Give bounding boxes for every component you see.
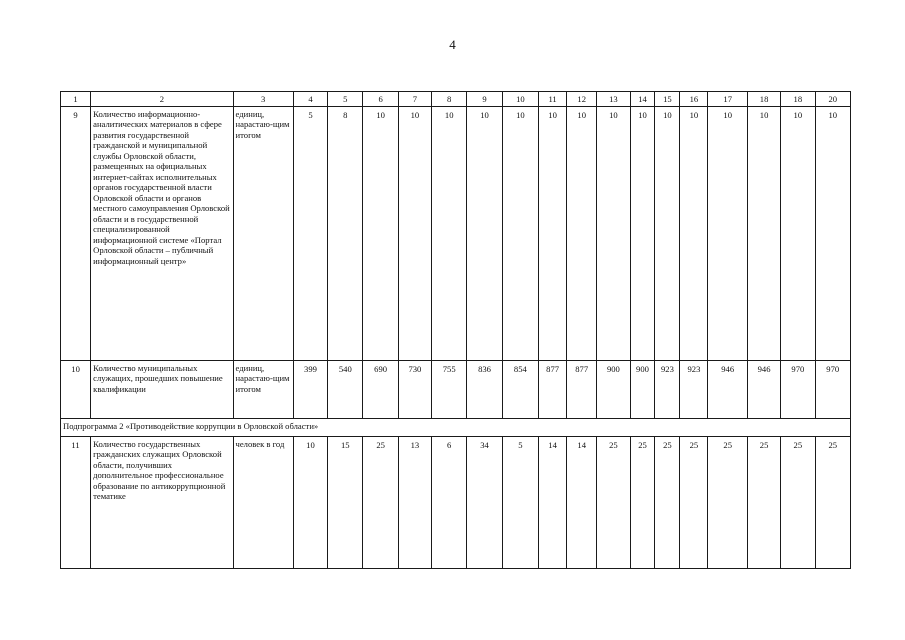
value-cell: 755 <box>432 361 467 419</box>
header-cell: 7 <box>398 92 431 107</box>
value-cell: 10 <box>567 107 597 361</box>
value-cell: 10 <box>432 107 467 361</box>
indicator-name: Количество государственных гражданских служащих Орловской области, получивших дополнительное профессиональное образование по антикоррупционной тематике <box>91 437 233 569</box>
value-cell: 540 <box>328 361 363 419</box>
subprogram-title: Подпрограмма 2 «Противодействие коррупции в Орловской области» <box>61 419 851 437</box>
header-cell: 20 <box>815 92 851 107</box>
subprogram-row <box>61 419 851 437</box>
page-number: 4 <box>449 37 456 52</box>
value-cell: 10 <box>815 107 851 361</box>
value-cell: 970 <box>781 361 815 419</box>
value-cell: 10 <box>597 107 630 361</box>
value-cell: 10 <box>502 107 538 361</box>
value-cell: 25 <box>680 437 708 569</box>
value-cell: 34 <box>467 437 502 569</box>
header-cell: 14 <box>630 92 655 107</box>
header-cell: 5 <box>328 92 363 107</box>
value-cell: 14 <box>539 437 567 569</box>
value-cell: 877 <box>539 361 567 419</box>
table-row <box>61 361 851 419</box>
value-cell: 10 <box>781 107 815 361</box>
header-cell: 3 <box>233 92 293 107</box>
value-cell: 877 <box>567 361 597 419</box>
value-cell: 25 <box>815 437 851 569</box>
unit-cell: человек в год <box>233 437 293 569</box>
value-cell: 15 <box>328 437 363 569</box>
header-row <box>61 92 851 107</box>
value-cell: 923 <box>680 361 708 419</box>
value-cell: 14 <box>567 437 597 569</box>
value-cell: 25 <box>630 437 655 569</box>
row-number: 10 <box>61 361 91 419</box>
row-number: 11 <box>61 437 91 569</box>
value-cell: 690 <box>363 361 398 419</box>
value-cell: 6 <box>432 437 467 569</box>
header-cell: 4 <box>293 92 327 107</box>
value-cell: 25 <box>781 437 815 569</box>
table-row <box>61 107 851 361</box>
value-cell: 836 <box>467 361 502 419</box>
row-number: 9 <box>61 107 91 361</box>
value-cell: 900 <box>630 361 655 419</box>
header-cell: 18 <box>747 92 780 107</box>
value-cell: 8 <box>328 107 363 361</box>
value-cell: 5 <box>293 107 327 361</box>
header-cell: 9 <box>467 92 502 107</box>
value-cell: 10 <box>680 107 708 361</box>
value-cell: 10 <box>747 107 780 361</box>
header-cell: 2 <box>91 92 233 107</box>
value-cell: 25 <box>708 437 748 569</box>
unit-cell: единиц, нарастаю-щим итогом <box>233 361 293 419</box>
value-cell: 946 <box>747 361 780 419</box>
header-cell: 11 <box>539 92 567 107</box>
value-cell: 10 <box>467 107 502 361</box>
value-cell: 900 <box>597 361 630 419</box>
value-cell: 923 <box>655 361 680 419</box>
value-cell: 10 <box>363 107 398 361</box>
value-cell: 399 <box>293 361 327 419</box>
value-cell: 25 <box>747 437 780 569</box>
header-cell: 15 <box>655 92 680 107</box>
header-cell: 18 <box>781 92 815 107</box>
header-cell: 12 <box>567 92 597 107</box>
indicators-table <box>60 91 851 569</box>
value-cell: 730 <box>398 361 431 419</box>
value-cell: 10 <box>655 107 680 361</box>
value-cell: 970 <box>815 361 851 419</box>
value-cell: 10 <box>293 437 327 569</box>
value-cell: 13 <box>398 437 431 569</box>
header-cell: 17 <box>708 92 748 107</box>
value-cell: 5 <box>502 437 538 569</box>
value-cell: 25 <box>363 437 398 569</box>
header-cell: 10 <box>502 92 538 107</box>
indicator-name: Количество информационно-аналитических материалов в сфере развития государственной гражданской и муниципальной службы Орловской области, размещенных на официальных интернет-сайтах исполнительных органов государственной власти Орловской области и органов местного самоуправления Орловской области и в государственной специализированной информационной системе «Портал Орловской области – публичный информационный центр» <box>91 107 233 361</box>
value-cell: 25 <box>597 437 630 569</box>
header-cell: 16 <box>680 92 708 107</box>
table-row <box>61 437 851 569</box>
unit-cell: единиц, нарастаю-щим итогом <box>233 107 293 361</box>
value-cell: 10 <box>708 107 748 361</box>
value-cell: 10 <box>398 107 431 361</box>
header-cell: 8 <box>432 92 467 107</box>
indicator-name: Количество муниципальных служащих, прошедших повышение квалификации <box>91 361 233 419</box>
value-cell: 10 <box>630 107 655 361</box>
value-cell: 854 <box>502 361 538 419</box>
header-cell: 6 <box>363 92 398 107</box>
header-cell: 1 <box>61 92 91 107</box>
header-cell: 13 <box>597 92 630 107</box>
value-cell: 25 <box>655 437 680 569</box>
value-cell: 946 <box>708 361 748 419</box>
value-cell: 10 <box>539 107 567 361</box>
